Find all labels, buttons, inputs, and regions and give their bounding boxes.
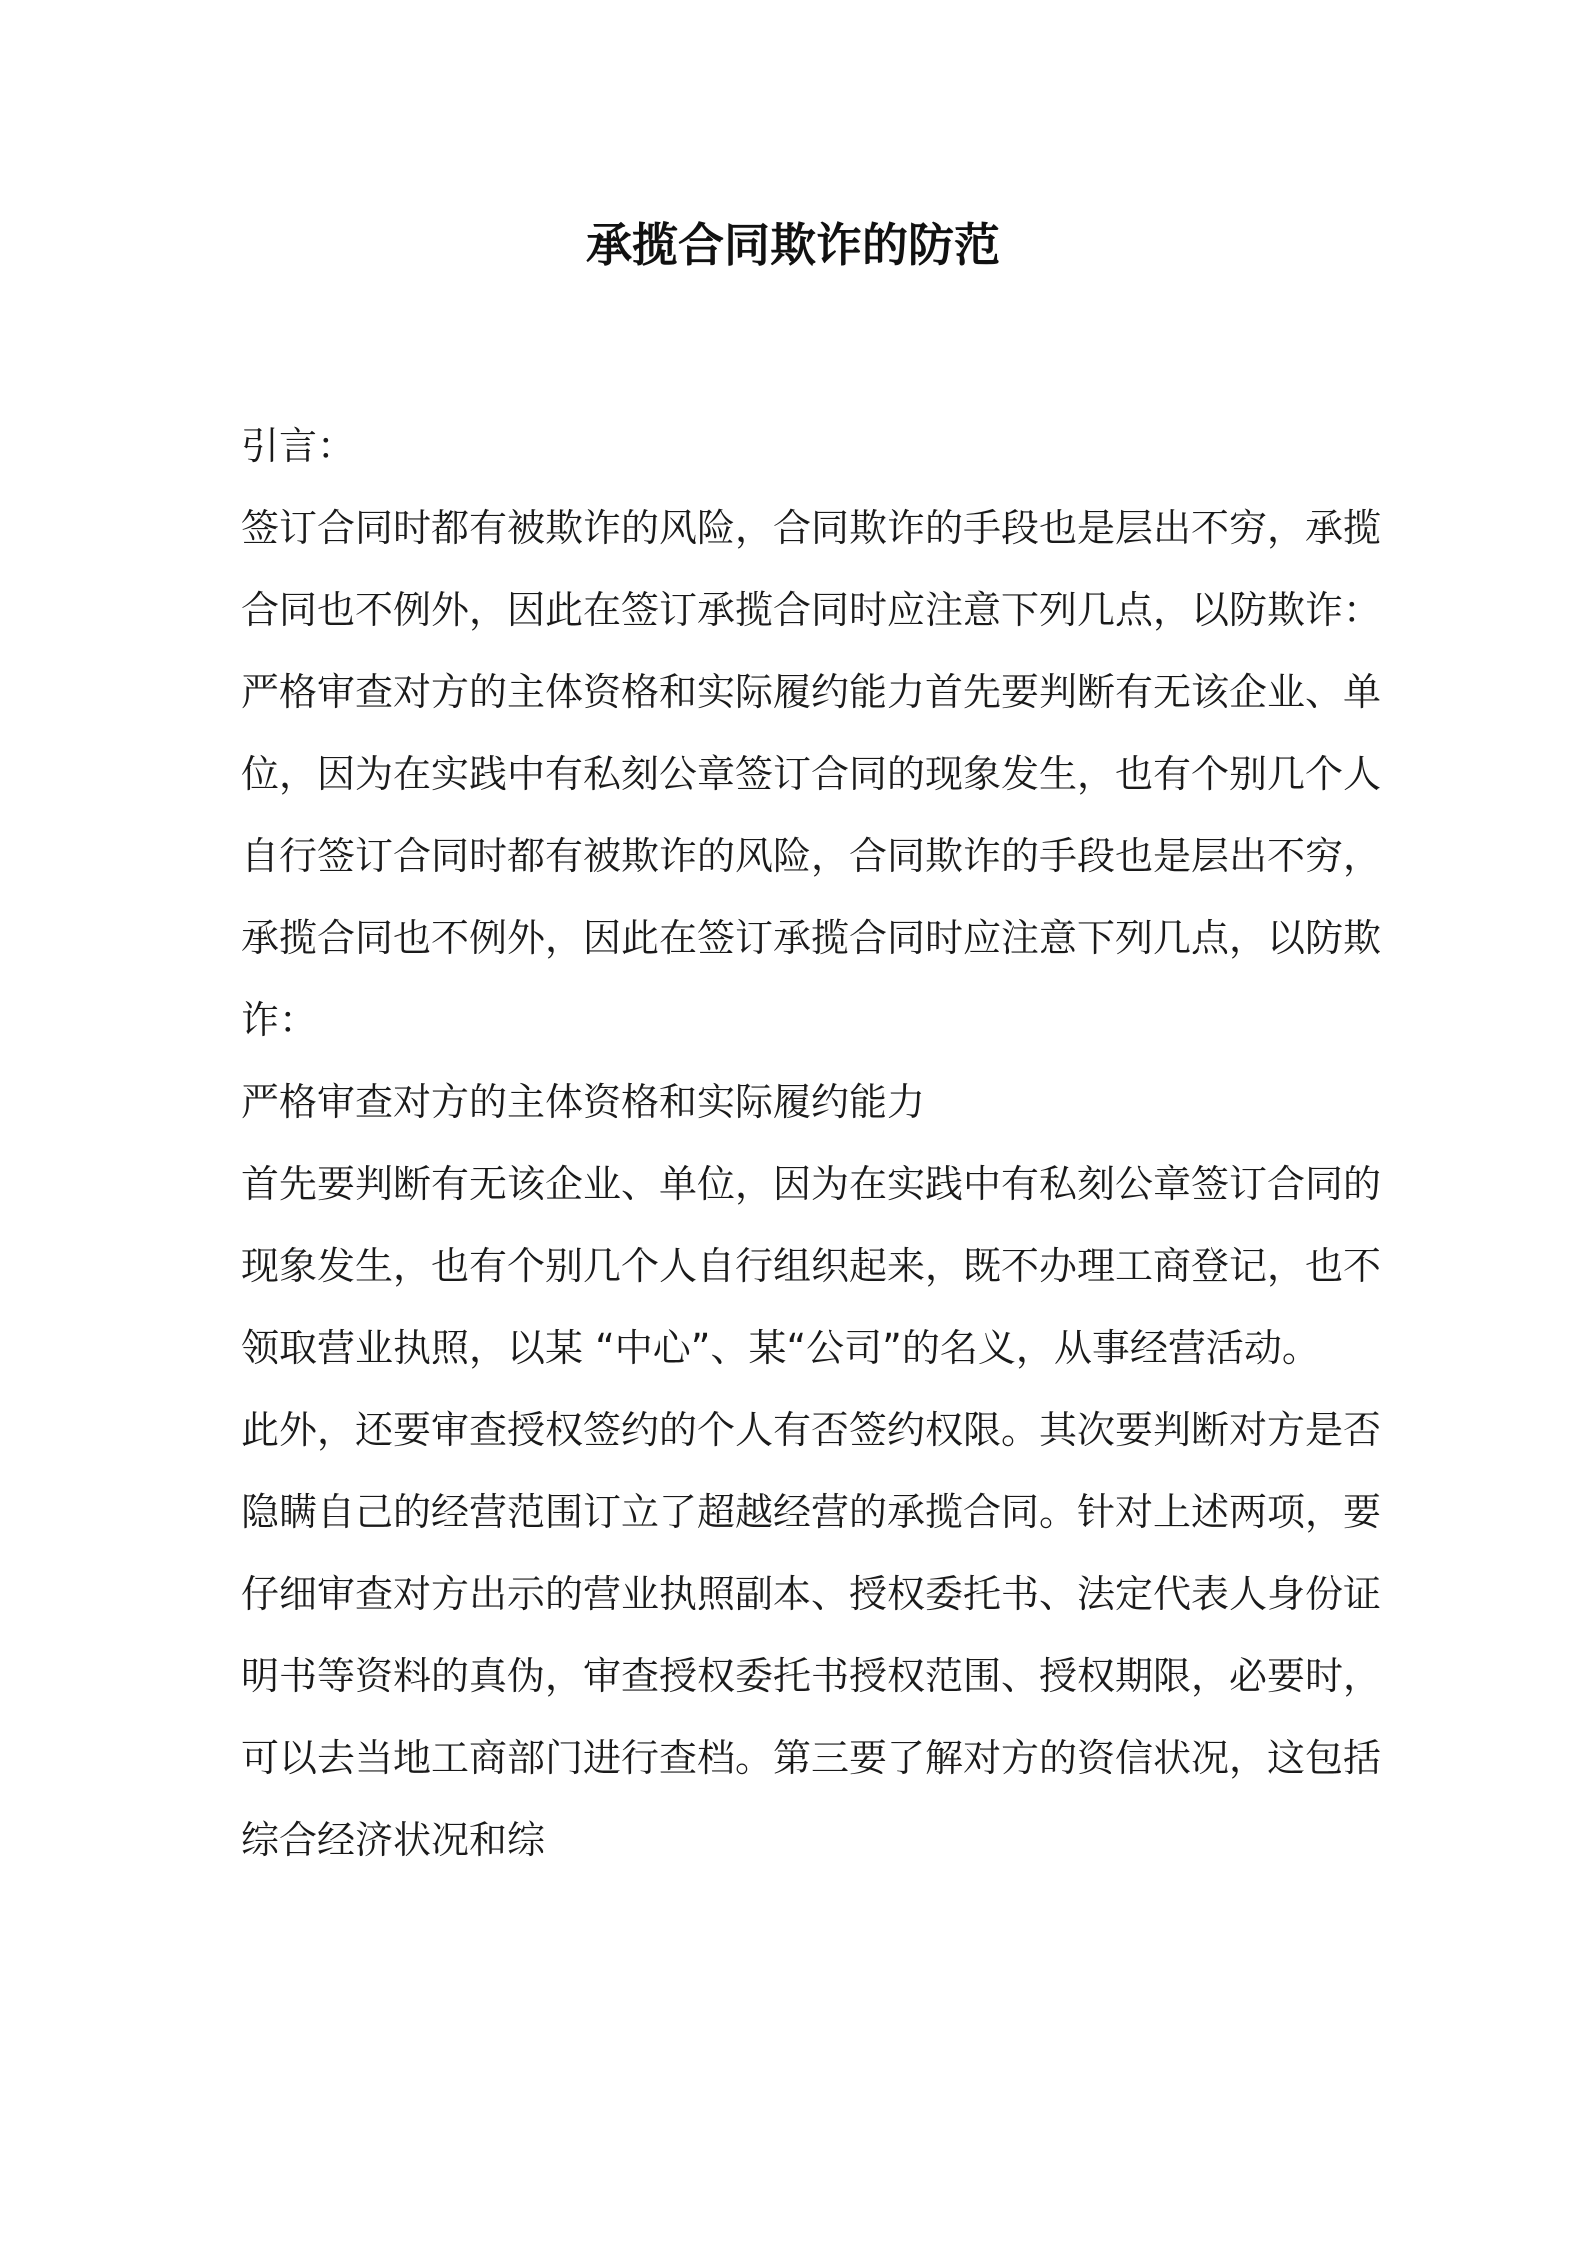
document-title: 承揽合同欺诈的防范: [586, 218, 1000, 272]
text-line: 首先要判断有无该企业、单位，因为在实践中有私刻公章签订合同的: [241, 1162, 1382, 1206]
text-line: 综合经济状况和综: [241, 1818, 546, 1862]
text-line: 诈：: [241, 998, 318, 1042]
text-line: 现象发生，也有个别几个人自行组织起来，既不办理工商登记，也不: [241, 1244, 1382, 1288]
text-line: 位，因为在实践中有私刻公章签订合同的现象发生，也有个别几个人: [241, 752, 1382, 796]
text-line: 此外，还要审查授权签约的个人有否签约权限。其次要判断对方是否: [241, 1408, 1382, 1452]
text-line: 引言：: [241, 424, 356, 468]
text-line: 隐瞒自己的经营范围订立了超越经营的承揽合同。针对上述两项，要: [241, 1490, 1382, 1534]
text-line: 自行签订合同时都有被欺诈的风险，合同欺诈的手段也是层出不穷，: [241, 834, 1382, 878]
text-line: 明书等资料的真伪，审查授权委托书授权范围、授权期限，必要时，: [241, 1654, 1382, 1698]
section-heading-line: 严格审查对方的主体资格和实际履约能力: [241, 1080, 926, 1124]
text-line: 可以去当地工商部门进行查档。第三要了解对方的资信状况，这包括: [241, 1736, 1382, 1780]
text-line: 合同也不例外，因此在签订承揽合同时应注意下列几点，以防欺诈：: [241, 588, 1382, 632]
document-body: [241, 405, 1382, 1881]
text-line: 签订合同时都有被欺诈的风险，合同欺诈的手段也是层出不穷，承揽: [241, 506, 1382, 550]
text-line: 严格审查对方的主体资格和实际履约能力首先要判断有无该企业、单: [241, 670, 1382, 714]
text-line: 领取营业执照，以某 “中心”、某“公司”的名义，从事经营活动。: [241, 1326, 1320, 1370]
text-line: 承揽合同也不例外，因此在签订承揽合同时应注意下列几点，以防欺: [241, 916, 1382, 960]
text-line: 仔细审查对方出示的营业执照副本、授权委托书、法定代表人身份证: [241, 1572, 1382, 1616]
